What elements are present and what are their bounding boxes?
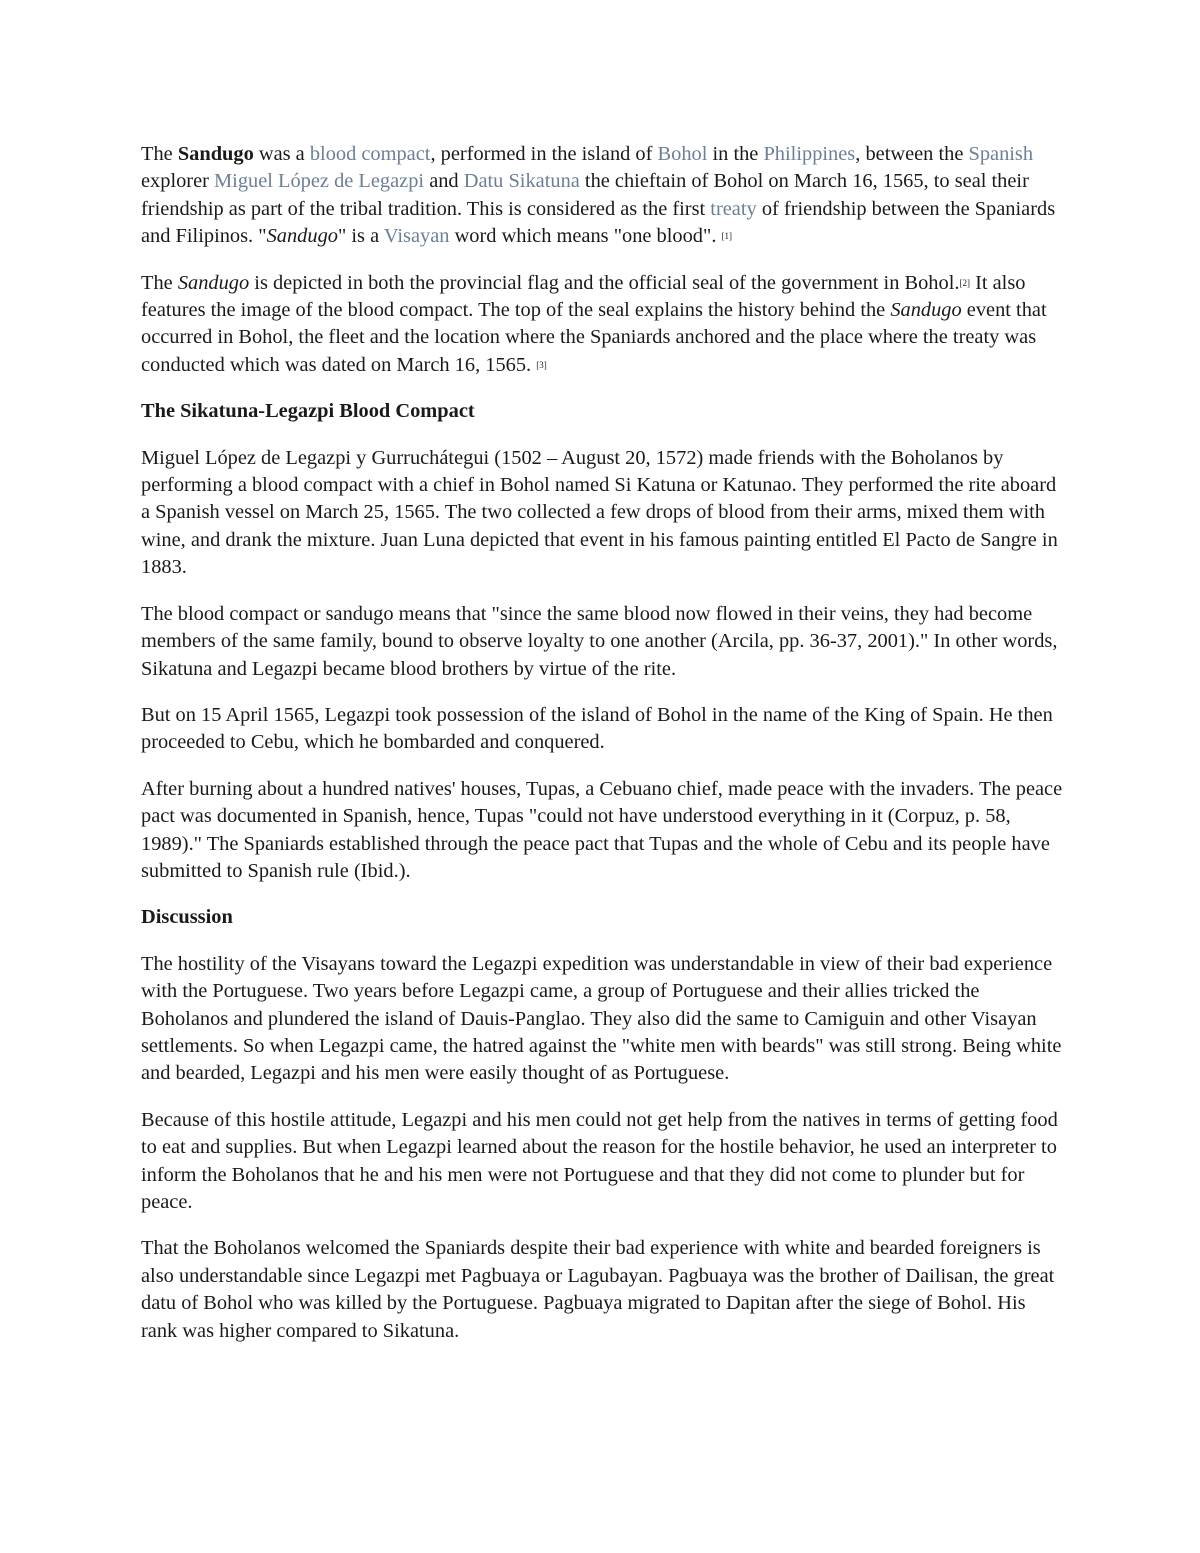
document-page (141, 141, 1066, 1364)
text: , between the (855, 143, 969, 165)
text: , performed in the island of (430, 143, 658, 165)
paragraph-possession: But on 15 April 1565, Legazpi took possession of the island of Bohol in the name of the King of Spain. He then proceeded to Cebu, which he bombarded and conquered. (141, 703, 1053, 754)
reference-marker[interactable]: [2] (959, 277, 970, 288)
section-heading-discussion: Discussion (141, 906, 233, 929)
text: the chieftain of Bohol on March 16, 1565, to seal their friendship as part of the tribal tradition. This is considered as the first (141, 170, 1029, 220)
reference-marker[interactable]: [1] (721, 231, 733, 242)
link-blood-compact[interactable]: blood compact (309, 143, 431, 165)
section-heading-blood-compact: The Sikatuna-Legazpi Blood Compact (141, 400, 475, 423)
link-philippines[interactable]: Philippines (763, 143, 856, 165)
text: " is a (337, 225, 384, 248)
text: explorer (141, 170, 215, 193)
paragraph-tupas: After burning about a hundred natives' houses, Tupas, a Cebuano chief, made peace with the invaders. The peace pact was documented in Spanish, hence, Tupas "could not have understood everything in it (Corpuz, p. 58, 1989)." The Spaniards established through the peace pact that Tupas and the whole of Cebu and its people have submitted to Spanish rule (Ibid.). (141, 777, 1063, 882)
text: was a (253, 143, 310, 165)
text: in the (707, 143, 764, 165)
link-bohol[interactable]: Bohol (657, 143, 708, 165)
link-legazpi[interactable]: Miguel López de Legazpi (214, 170, 425, 193)
paragraph-intro (141, 141, 1066, 251)
link-datu-sikatuna[interactable]: Datu Sikatuna (463, 170, 580, 193)
text: The (141, 143, 178, 165)
text: is depicted in both the provincial flag and the official seal of the government in Bohol. (249, 271, 960, 294)
sandugo-term-italic: Sandugo (177, 271, 250, 294)
paragraph-pagbuaya: That the Boholanos welcomed the Spaniards despite their bad experience with white and bearded foreigners is also understandable since Legazpi met Pagbuaya or Lagubayan. Pagbuaya was the brother of Dailisan, the great datu of Bohol who was killed by the Portuguese. Pagbuaya migrated to Dapitan after the siege of Bohol. His rank was higher compared to Sikatuna. (141, 1237, 1055, 1342)
link-visayan[interactable]: Visayan (383, 225, 450, 248)
paragraph-legazpi: Miguel López de Legazpi y Gurruchátegui (1502 – August 20, 1572) made friends with the Boholanos by performing a blood compact with a chief in Bohol named Si Katuna or Katunao. They performed the rite aboard a Spanish vessel on March 25, 1565. The two collected a few drops of blood from their arms, mixed them with wine, and drank the mixture. Juan Luna depicted that event in his famous painting entitled El Pacto de Sangre in 1883. (141, 446, 1058, 579)
text: word which means "one blood". (449, 225, 722, 248)
sandugo-term-italic: Sandugo (266, 225, 338, 248)
text: event that occurred in Bohol, the fleet and the location where the Spaniards anchored and the place where the treaty was conducted which was dated on March 16, 1565. (141, 299, 1047, 376)
paragraph-seal (141, 270, 1066, 380)
sandugo-term-italic: Sandugo (890, 299, 962, 322)
link-spanish[interactable]: Spanish (968, 143, 1034, 165)
text: of friendship between the Spaniards and Filipinos. " (141, 197, 1056, 248)
reference-marker[interactable]: [3] (536, 359, 547, 370)
paragraph-hostility: The hostility of the Visayans toward the Legazpi expedition was understandable in view of their bad experience with the Portuguese. Two years before Legazpi came, a group of Portuguese and their allies tricked the Boholanos and plundered the island of Dauis-Panglao. They also did the same to Camiguin and other Visayan settlements. So when Legazpi came, the hatred against the "white men with beards" was still strong. Being white and bearded, Legazpi and his men were easily thought of as Portuguese. (141, 952, 1062, 1085)
paragraph-hostile-attitude: Because of this hostile attitude, Legazpi and his men could not get help from the natives in terms of getting food to eat and supplies. But when Legazpi learned about the reason for the hostile behavior, he used an interpreter to inform the Boholanos that he and his men were not Portuguese and that they did not come to plunder but for peace. (141, 1108, 1058, 1213)
paragraph-sandugo-meaning: The blood compact or sandugo means that "since the same blood now flowed in their veins, they had become members of the same family, bound to observe loyalty to one another (Arcila, pp. 36-37, 2001)." In other words, Sikatuna and Legazpi became blood brothers by virtue of the rite. (141, 602, 1058, 680)
link-treaty[interactable]: treaty (710, 197, 757, 220)
text: and (424, 170, 464, 193)
text: It also features the image of the blood compact. The top of the seal explains the history behind the (141, 271, 1026, 322)
text: The (141, 271, 178, 294)
sandugo-term-bold: Sandugo (177, 143, 254, 165)
